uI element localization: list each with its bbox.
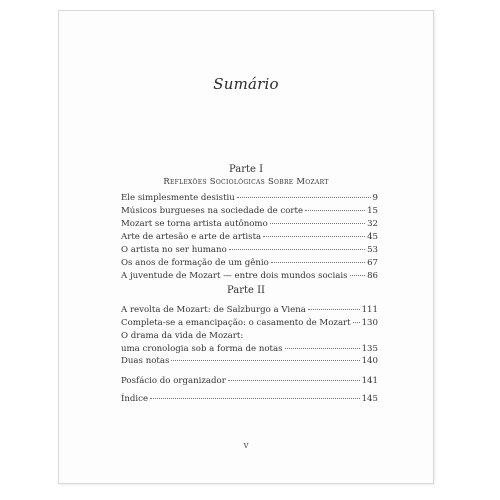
part-1-toc: [121, 192, 378, 283]
toc-entry[interactable]: [121, 304, 378, 317]
toc-entry[interactable]: [121, 218, 378, 231]
toc-entry[interactable]: [121, 375, 378, 388]
toc-entry-page: 141: [361, 376, 378, 386]
dot-leader: [353, 322, 360, 323]
toc-entry[interactable]: [121, 393, 378, 406]
dot-leader: [229, 249, 365, 250]
toc-entry-page: 9: [372, 193, 378, 203]
toc-entry-page: 135: [361, 344, 378, 354]
toc-entry-label: Arte de artesão e arte de artista: [121, 232, 262, 242]
toc-entry[interactable]: [121, 205, 378, 218]
toc-entry-label: Índice: [121, 394, 149, 404]
dot-leader: [305, 210, 365, 211]
toc-entry-page: 15: [367, 206, 378, 216]
toc-entry-label: Os anos de formação de um gênio: [121, 258, 269, 268]
toc-entry-page: 45: [367, 232, 378, 242]
part-2-toc: [121, 304, 378, 356]
dot-leader: [237, 197, 371, 198]
part-1-heading: Parte I: [228, 164, 264, 175]
toc-entry-page: 111: [361, 305, 378, 315]
toc-entry-label: Mozart se torna artista autônomo: [121, 219, 268, 229]
toc-entry-page: 140: [361, 356, 378, 366]
dot-leader: [171, 360, 359, 361]
book-page: [58, 10, 434, 484]
toc-entry-label: Duas notas: [121, 356, 170, 366]
part-1-subtitle: Reflexões Sociológicas Sobre Mozart: [163, 176, 329, 186]
dot-leader: [271, 262, 365, 263]
toc-entry[interactable]: [121, 330, 378, 343]
toc-entry[interactable]: [121, 270, 378, 283]
toc-entry-label: A juventude de Mozart — entre dois mundos sociais: [121, 271, 348, 281]
toc-entry-page: 67: [367, 258, 378, 268]
extras-toc: [121, 393, 378, 406]
toc-entry-page: 145: [361, 394, 378, 404]
toc-entry-page: 130: [361, 318, 378, 328]
toc-entry[interactable]: [121, 355, 378, 368]
toc-entry[interactable]: [121, 192, 378, 205]
toc-entry-label: Ele simplesmente desistiu: [121, 193, 235, 203]
dot-leader: [150, 398, 360, 399]
dot-leader: [228, 380, 360, 381]
part-2-heading: Parte II: [226, 285, 266, 296]
page-title: Sumário: [213, 75, 279, 93]
toc-entry-label: Completa-se a emancipação: o casamento de Mozart: [121, 318, 351, 328]
toc-entry[interactable]: [121, 231, 378, 244]
dot-leader: [308, 309, 360, 310]
dot-leader: [350, 275, 366, 276]
toc-entry-page: 86: [367, 271, 378, 281]
toc-entry[interactable]: [121, 317, 378, 330]
extras-toc: [121, 355, 378, 368]
toc-entry-label: Músicos burgueses na sociedade de corte: [121, 206, 304, 216]
toc-entry-page: 53: [367, 245, 378, 255]
dot-leader: [285, 348, 360, 349]
toc-entry-label: uma cronologia sob a forma de notas: [121, 344, 283, 354]
page-folio: v: [243, 441, 249, 451]
dot-leader: [270, 223, 365, 224]
extras-toc: [121, 375, 378, 388]
toc-entry-label: A revolta de Mozart: de Salzburgo a Viena: [121, 305, 306, 315]
dot-leader: [263, 236, 365, 237]
toc-entry[interactable]: [121, 257, 378, 270]
toc-entry-label: O artista no ser humano: [121, 245, 227, 255]
toc-entry-page: 32: [367, 219, 378, 229]
toc-entry-label: O drama da vida de Mozart:: [121, 331, 244, 341]
toc-entry[interactable]: [121, 244, 378, 257]
toc-entry-label: Posfácio do organizador: [121, 376, 226, 386]
